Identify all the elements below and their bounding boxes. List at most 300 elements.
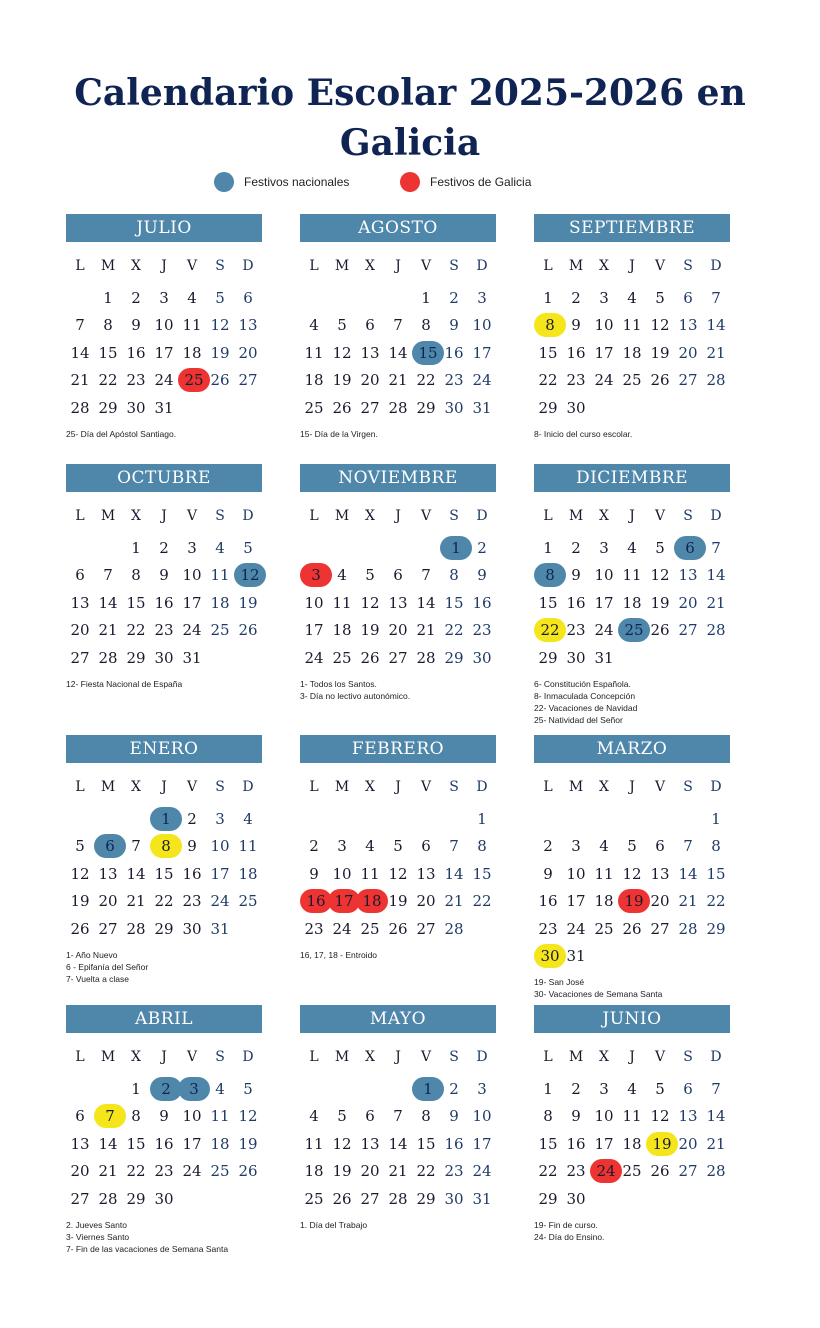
month-header: MAYO (300, 1005, 496, 1033)
week-row (300, 1185, 496, 1213)
month-notes (66, 678, 262, 690)
week-row (66, 833, 262, 861)
day-cell: 24 (154, 371, 174, 390)
day-cell: 3 (599, 1079, 609, 1098)
weekday-label: S (449, 508, 459, 524)
day-cell: 24 (332, 919, 352, 938)
day-cell: 1 (543, 538, 553, 557)
weekday-label: S (215, 779, 225, 795)
day-cell: 28 (706, 1162, 726, 1181)
day-cell (94, 833, 122, 859)
day-cell: 27 (388, 648, 408, 667)
day-cell: 10 (332, 864, 352, 883)
empty-cell (300, 285, 328, 311)
week-row (300, 284, 496, 312)
month-header: ENERO (66, 735, 262, 763)
weekday-label: L (543, 1049, 553, 1065)
day-cell: 8 (131, 566, 141, 585)
day-cell: 9 (131, 316, 141, 335)
month-notes (534, 1219, 730, 1243)
day-cell: 19 (210, 343, 230, 362)
note-line: 3- Día no lectivo autonómico. (300, 690, 411, 701)
empty-cell (94, 806, 122, 832)
day-cell: 7 (393, 316, 403, 335)
day-cell: 10 (182, 566, 202, 585)
month-enero (66, 735, 262, 985)
empty-cell (300, 806, 328, 832)
day-cell: 17 (182, 1134, 202, 1153)
weekday-label: S (215, 1049, 225, 1065)
day-cell: 28 (388, 1189, 408, 1208)
day-cell: 6 (683, 288, 693, 307)
day-cell: 29 (154, 919, 174, 938)
day-cell: 1 (543, 288, 553, 307)
day-cell: 5 (365, 566, 375, 585)
day-cell: 14 (706, 566, 726, 585)
note-line: 25- Día del Apóstol Santiago. (66, 428, 177, 439)
day-cell: 26 (332, 398, 352, 417)
weekday-label: D (476, 1049, 488, 1065)
day-cell: 13 (388, 593, 408, 612)
day-cell: 7 (711, 1079, 721, 1098)
week-row (534, 1130, 730, 1158)
weekday-label: D (710, 1049, 722, 1065)
day-cell: 9 (571, 1107, 581, 1126)
day-cell: 14 (706, 1107, 726, 1126)
day-cell: 12 (332, 343, 352, 362)
highlighted-day: 22 (534, 618, 566, 642)
day-cell: 21 (126, 892, 146, 911)
empty-cell (328, 806, 356, 832)
day-cell (234, 562, 262, 588)
day-cell: 17 (182, 593, 202, 612)
day-cell: 16 (154, 593, 174, 612)
empty-cell (66, 1076, 94, 1102)
weekday-label: J (395, 1049, 401, 1065)
weekday-label: X (365, 779, 375, 795)
day-cell: 13 (360, 343, 380, 362)
day-cell: 25 (238, 892, 258, 911)
day-cell (674, 535, 702, 561)
week-row (534, 860, 730, 888)
empty-cell (356, 285, 384, 311)
weekday-label: L (543, 508, 553, 524)
day-cell: 11 (594, 864, 614, 883)
day-cell: 22 (126, 1162, 146, 1181)
empty-cell (206, 395, 234, 421)
day-cell: 15 (444, 593, 464, 612)
day-cell: 28 (706, 621, 726, 640)
day-cell: 13 (238, 316, 258, 335)
day-cell: 17 (594, 1134, 614, 1153)
day-cell: 26 (238, 621, 258, 640)
day-cell (328, 888, 356, 914)
day-cell: 8 (543, 1107, 553, 1126)
month-febrero (300, 735, 496, 961)
day-cell: 24 (594, 621, 614, 640)
empty-cell (646, 806, 674, 832)
day-cell: 10 (182, 1107, 202, 1126)
day-cell: 18 (622, 343, 642, 362)
day-cell: 3 (477, 1079, 487, 1098)
day-cell: 19 (360, 621, 380, 640)
empty-cell (66, 535, 94, 561)
week-row (534, 915, 730, 943)
day-cell: 28 (706, 371, 726, 390)
week-row (66, 1103, 262, 1131)
week-row (300, 888, 496, 916)
day-cell: 14 (98, 593, 118, 612)
weekday-label: D (242, 1049, 254, 1065)
day-cell: 9 (571, 316, 581, 335)
empty-cell (468, 916, 496, 942)
day-cell (590, 1158, 618, 1184)
weekday-label: L (75, 258, 85, 274)
day-cell: 14 (70, 343, 90, 362)
day-cell: 19 (650, 343, 670, 362)
day-cell: 22 (706, 892, 726, 911)
day-cell: 2 (159, 538, 169, 557)
day-cell: 12 (650, 1107, 670, 1126)
weekday-label: D (710, 508, 722, 524)
day-cell: 17 (304, 621, 324, 640)
note-line: 2. Jueves Santo (66, 1219, 127, 1230)
day-cell: 30 (472, 648, 492, 667)
day-cell: 11 (332, 593, 352, 612)
day-cell: 3 (159, 288, 169, 307)
weekday-label: M (334, 779, 350, 795)
week-row (534, 805, 730, 833)
day-cell (412, 1076, 440, 1102)
day-cell: 20 (360, 371, 380, 390)
week-row (534, 534, 730, 562)
empty-cell (234, 395, 262, 421)
week-row (66, 339, 262, 367)
week-row (300, 915, 496, 943)
week-row (66, 1158, 262, 1186)
day-cell: 18 (622, 1134, 642, 1153)
day-cell: 20 (238, 343, 258, 362)
highlighted-day: 6 (674, 536, 706, 560)
day-cell: 23 (538, 919, 558, 938)
week-row (66, 1130, 262, 1158)
highlighted-day: 17 (328, 889, 360, 913)
day-cell (534, 943, 562, 969)
day-cell: 4 (309, 1107, 319, 1126)
weekday-label: S (683, 1049, 693, 1065)
day-cell (412, 340, 440, 366)
day-cell: 10 (594, 316, 614, 335)
day-cell: 25 (210, 621, 230, 640)
day-cell: 26 (332, 1189, 352, 1208)
day-cell: 20 (360, 1162, 380, 1181)
day-cell: 4 (215, 1079, 225, 1098)
day-cell: 28 (388, 398, 408, 417)
day-cell: 7 (103, 566, 113, 585)
day-cell: 22 (126, 621, 146, 640)
day-cell: 8 (477, 837, 487, 856)
day-cell: 29 (126, 648, 146, 667)
day-cell: 28 (444, 919, 464, 938)
day-cell: 4 (243, 809, 253, 828)
empty-cell (94, 535, 122, 561)
week-row (66, 534, 262, 562)
weekday-label: X (131, 258, 141, 274)
day-cell: 13 (678, 566, 698, 585)
day-cell: 17 (154, 343, 174, 362)
empty-cell (702, 943, 730, 969)
day-cell: 10 (594, 566, 614, 585)
day-cell: 8 (711, 837, 721, 856)
empty-cell (300, 535, 328, 561)
month-julio (66, 214, 262, 440)
day-cell (150, 833, 178, 859)
day-cell: 21 (444, 892, 464, 911)
day-cell: 9 (543, 864, 553, 883)
week-row (300, 644, 496, 672)
day-cell: 10 (566, 864, 586, 883)
day-cell: 6 (655, 837, 665, 856)
legend (0, 172, 820, 196)
day-cell: 2 (477, 538, 487, 557)
weekday-label: S (449, 258, 459, 274)
empty-cell (618, 395, 646, 421)
empty-cell (534, 806, 562, 832)
week-row (534, 888, 730, 916)
weekday-label: D (242, 779, 254, 795)
empty-cell (122, 806, 150, 832)
day-cell: 13 (360, 1134, 380, 1153)
day-cell: 23 (444, 1162, 464, 1181)
highlighted-day: 3 (300, 563, 332, 587)
day-cell: 5 (243, 538, 253, 557)
day-cell: 16 (566, 1134, 586, 1153)
day-cell: 2 (571, 1079, 581, 1098)
month-junio (534, 1005, 730, 1243)
day-cell: 25 (210, 1162, 230, 1181)
day-cell (94, 1103, 122, 1129)
legend-galicia (400, 172, 531, 192)
day-cell: 6 (75, 1107, 85, 1126)
day-cell: 3 (477, 288, 487, 307)
empty-cell (590, 395, 618, 421)
day-cell: 6 (393, 566, 403, 585)
weekday-label: J (395, 508, 401, 524)
day-cell: 31 (594, 648, 614, 667)
day-cell: 1 (477, 809, 487, 828)
day-cell: 24 (472, 371, 492, 390)
day-cell: 15 (416, 1134, 436, 1153)
day-cell: 14 (706, 316, 726, 335)
empty-cell (384, 535, 412, 561)
month-header: JULIO (66, 214, 262, 242)
day-cell: 12 (70, 864, 90, 883)
highlighted-day: 12 (234, 563, 266, 587)
day-cell: 20 (70, 1162, 90, 1181)
month-notes (534, 976, 730, 1000)
day-cell: 27 (416, 919, 436, 938)
month-noviembre (300, 464, 496, 702)
day-cell: 4 (187, 288, 197, 307)
day-cell: 17 (594, 343, 614, 362)
week-row (300, 562, 496, 590)
day-cell: 28 (98, 648, 118, 667)
weekday-label: L (75, 508, 85, 524)
weekday-label: L (75, 1049, 85, 1065)
day-cell: 26 (360, 648, 380, 667)
week-row (66, 284, 262, 312)
note-line: 6- Constitución Española. (534, 678, 631, 689)
week-row (534, 1158, 730, 1186)
week-row (534, 562, 730, 590)
empty-cell (618, 1186, 646, 1212)
day-cell: 2 (543, 837, 553, 856)
day-cell: 20 (678, 593, 698, 612)
note-line: 30- Vacaciones de Semana Santa (534, 989, 663, 999)
weekday-label: M (568, 779, 584, 795)
highlighted-day: 18 (356, 889, 388, 913)
week-row (300, 339, 496, 367)
empty-cell (384, 285, 412, 311)
day-cell: 7 (131, 837, 141, 856)
weekday-label: M (568, 258, 584, 274)
day-cell: 26 (70, 919, 90, 938)
weekday-label: J (395, 779, 401, 795)
day-cell: 1 (103, 288, 113, 307)
day-cell: 27 (238, 371, 258, 390)
day-cell: 27 (98, 919, 118, 938)
day-cell: 17 (472, 343, 492, 362)
weekday-label: J (395, 258, 401, 274)
day-cell: 24 (594, 371, 614, 390)
day-cell: 27 (650, 919, 670, 938)
day-cell: 13 (70, 593, 90, 612)
day-grid (300, 769, 496, 943)
day-cell: 14 (678, 864, 698, 883)
highlighted-day: 1 (440, 536, 472, 560)
day-cell: 18 (182, 343, 202, 362)
day-cell: 31 (154, 398, 174, 417)
day-cell: 28 (678, 919, 698, 938)
day-cell: 5 (75, 837, 85, 856)
highlighted-day: 7 (94, 1104, 126, 1128)
empty-cell (702, 395, 730, 421)
day-cell: 21 (388, 371, 408, 390)
empty-cell (178, 1186, 206, 1212)
day-cell (150, 806, 178, 832)
day-cell: 21 (678, 892, 698, 911)
weekday-label: V (420, 779, 432, 795)
day-cell: 6 (243, 288, 253, 307)
day-cell: 26 (238, 1162, 258, 1181)
day-cell: 28 (126, 919, 146, 938)
weekday-label: S (449, 779, 459, 795)
note-line: 3- Viernes Santo (66, 1231, 130, 1242)
day-cell: 4 (627, 538, 637, 557)
day-cell: 9 (571, 566, 581, 585)
month-notes (66, 428, 262, 440)
day-cell: 17 (566, 892, 586, 911)
month-abril (66, 1005, 262, 1255)
legend-national (214, 172, 349, 192)
day-cell (178, 367, 206, 393)
month-notes (300, 949, 496, 961)
day-cell: 22 (154, 892, 174, 911)
day-cell: 19 (238, 593, 258, 612)
day-cell: 4 (337, 566, 347, 585)
empty-cell (206, 645, 234, 671)
day-cell: 21 (706, 593, 726, 612)
highlighted-day: 1 (150, 807, 182, 831)
week-row (66, 562, 262, 590)
day-cell: 31 (210, 919, 230, 938)
day-cell: 26 (650, 621, 670, 640)
day-cell: 5 (215, 288, 225, 307)
weekday-label: V (186, 258, 198, 274)
day-cell: 27 (70, 1189, 90, 1208)
day-cell: 24 (182, 621, 202, 640)
day-cell: 16 (154, 1134, 174, 1153)
empty-cell (412, 806, 440, 832)
month-header: OCTUBRE (66, 464, 262, 492)
day-cell: 27 (70, 648, 90, 667)
day-cell: 11 (622, 566, 642, 585)
week-row (534, 1075, 730, 1103)
empty-cell (618, 645, 646, 671)
weekday-label: V (420, 1049, 432, 1065)
title-line-1: Calendario Escolar 2025-2026 en (74, 72, 746, 114)
day-cell: 11 (622, 1107, 642, 1126)
day-cell: 1 (131, 538, 141, 557)
weekday-label: M (100, 1049, 116, 1065)
empty-cell (234, 645, 262, 671)
day-cell: 12 (388, 864, 408, 883)
day-cell: 23 (154, 1162, 174, 1181)
day-cell: 24 (182, 1162, 202, 1181)
week-row (300, 1075, 496, 1103)
note-line: 6 - Epifanía del Señor (66, 961, 149, 972)
day-cell: 19 (238, 1134, 258, 1153)
week-row (66, 394, 262, 422)
weekday-label: S (215, 258, 225, 274)
day-cell: 22 (416, 1162, 436, 1181)
day-cell: 23 (126, 371, 146, 390)
day-cell: 22 (444, 621, 464, 640)
highlighted-day: 25 (618, 618, 650, 642)
empty-cell (384, 806, 412, 832)
day-cell: 11 (622, 316, 642, 335)
weekday-label: M (100, 508, 116, 524)
day-cell: 13 (416, 864, 436, 883)
empty-cell (412, 535, 440, 561)
highlighted-day: 3 (178, 1077, 210, 1101)
day-cell: 5 (655, 1079, 665, 1098)
week-row (534, 617, 730, 645)
month-header: FEBRERO (300, 735, 496, 763)
week-row (300, 1130, 496, 1158)
note-line: 1- Todos los Santos. (300, 678, 377, 689)
day-cell (534, 617, 562, 643)
week-row (66, 1075, 262, 1103)
empty-cell (94, 1076, 122, 1102)
day-grid (300, 248, 496, 422)
day-cell: 2 (449, 288, 459, 307)
weekday-label: L (309, 258, 319, 274)
day-cell: 20 (388, 621, 408, 640)
day-cell: 10 (210, 837, 230, 856)
day-cell: 25 (332, 648, 352, 667)
empty-cell (178, 395, 206, 421)
